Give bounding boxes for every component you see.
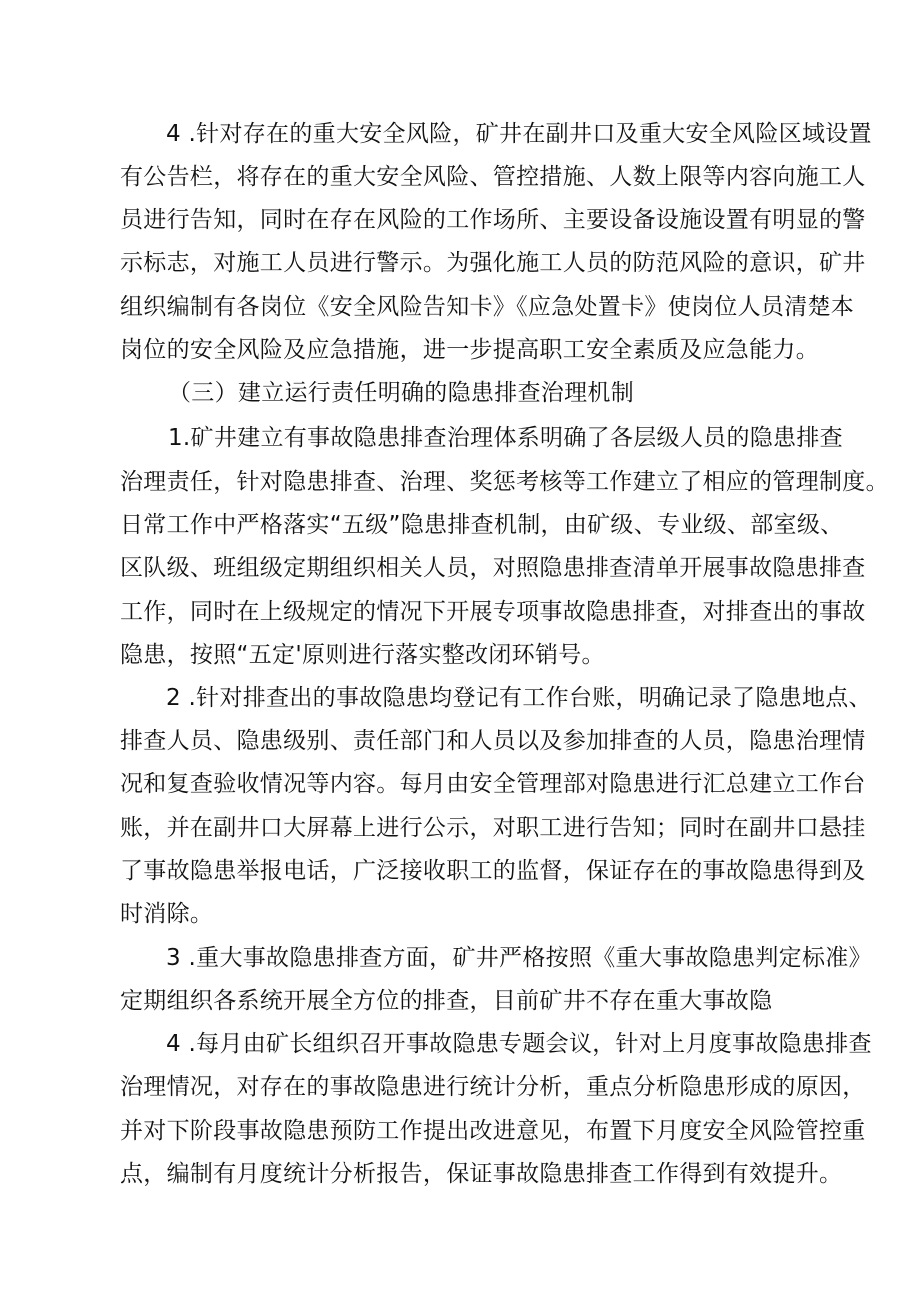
text-line: 并对下阶段事故隐患预防工作提出改进意见，布置下月度安全风险管控重 (120, 1118, 866, 1144)
text-line: 员进行告知，同时在存在风险的工作场所、主要设备设施设置有明显的警 (120, 207, 866, 233)
text-line: 排查人员、隐患级别、责任部门和人员以及参加排查的人员，隐患治理情 (120, 728, 866, 754)
text-line: 1.矿井建立有事故隐患排查治理体系明确了各层级人员的隐患排查 (168, 425, 843, 451)
text-line: 3 .重大事故隐患排查方面，矿井严格按照《重大事故隐患判定标准》 (166, 945, 872, 971)
text-line: 有公告栏，将存在的重大安全风险、管控措施、人数上限等内容向施工人 (120, 164, 866, 190)
text-line: 定期组织各系统开展全方位的排查，目前矿井不存在重大事故隐 (120, 988, 773, 1014)
text-line: 治理责任，针对隐患排查、治理、奖惩考核等工作建立了相应的管理制度。 (120, 469, 889, 495)
text-line: 工作，同时在上级规定的情况下开展专项事故隐患排查，对排查出的事故 (120, 599, 866, 625)
text-line: 4 .每月由矿长组织召开事故隐患专题会议，针对上月度事故隐患排查 (166, 1031, 872, 1057)
text-line: 示标志，对施工人员进行警示。为强化施工人员的防范风险的意识，矿井 (120, 250, 866, 276)
text-line: 岗位的安全风险及应急措施，进一步提高职工安全素质及应急能力。 (120, 337, 819, 363)
text-line: 了事故隐患举报电话，广泛接收职工的监督，保证存在的事故隐患得到及 (120, 858, 866, 884)
text-line: 区队级、班组级定期组织相关人员，对照隐患排查清单开展事故隐患排查 (120, 555, 866, 581)
text-line: 组织编制有各岗位《安全风险告知卡》《应急处置卡》使岗位人员清楚本 (120, 294, 855, 320)
text-line: 时消除。 (120, 901, 214, 927)
text-line: 4 .针对存在的重大安全风险，矿井在副井口及重大安全风险区域设置 (166, 121, 872, 147)
text-line: 账，并在副井口大屏幕上进行公示，对职工进行告知；同时在副井口悬挂 (120, 815, 866, 841)
text-line: 日常工作中严格落实“五级”隐患排查机制，由矿级、专业级、部室级、 (120, 512, 844, 538)
text-line: 况和复查验收情况等内容。每月由安全管理部对隐患进行汇总建立工作台 (120, 771, 866, 797)
section-heading: （三）建立运行责任明确的隐患排查治理机制 (168, 380, 634, 406)
text-line: 2 .针对排查出的事故隐患均登记有工作台账，明确记录了隐患地点、 (166, 685, 872, 711)
text-line: 治理情况，对存在的事故隐患进行统计分析，重点分析隐患形成的原因， (120, 1074, 866, 1100)
text-line: 隐患，按照“五定'原则进行落实整改闭环销号。 (120, 642, 605, 668)
text-line: 点，编制有月度统计分析报告，保证事故隐患排查工作得到有效提升。 (120, 1161, 843, 1187)
